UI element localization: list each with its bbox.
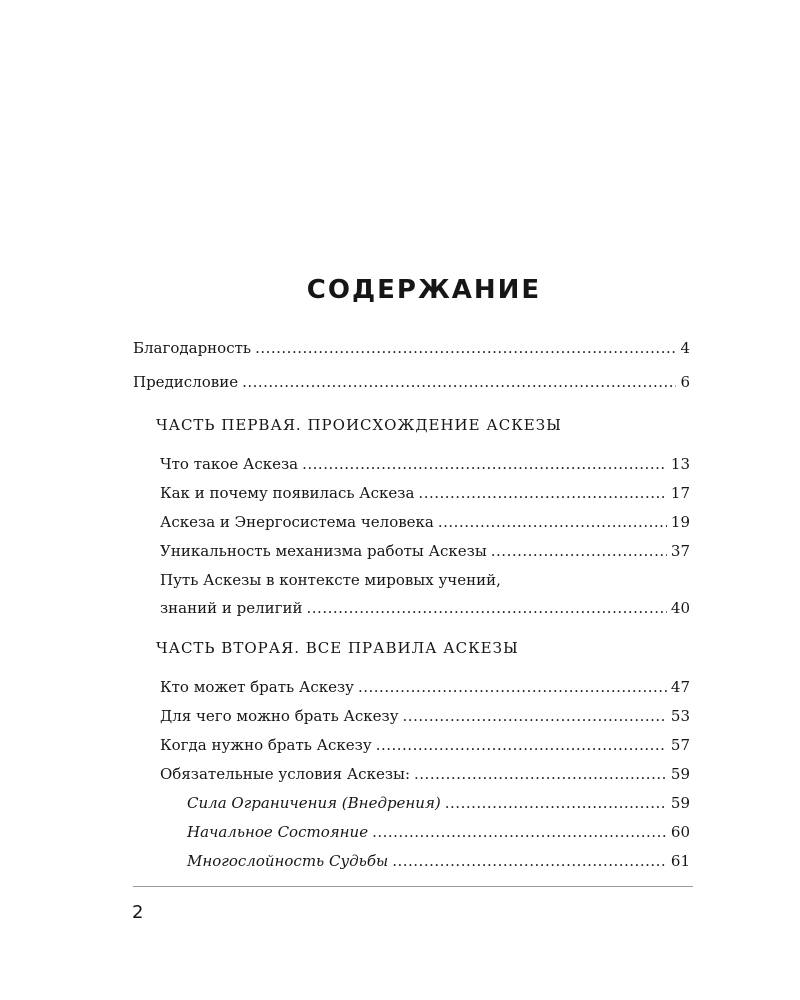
toc-entry-page: 59	[670, 765, 690, 783]
toc-entry[interactable]	[160, 677, 690, 697]
dot-leader	[403, 706, 667, 726]
toc-entry-acknowledgements[interactable]	[133, 338, 690, 358]
toc-entry-label: Для чего можно брать Аскезу	[160, 707, 399, 725]
toc-entry-page: 13	[670, 455, 690, 473]
toc-entry-page: 4	[680, 339, 690, 357]
footer-divider	[133, 886, 693, 887]
toc-entry-label: Обязательные условия Аскезы:	[160, 765, 411, 783]
toc-entry-label: Начальное Состояние	[187, 823, 369, 841]
toc-entry-label: Когда нужно брать Аскезу	[160, 736, 372, 754]
toc-entry[interactable]	[160, 735, 690, 755]
dot-leader	[418, 483, 666, 503]
toc-entry-label: Что такое Аскеза	[160, 455, 299, 473]
dot-leader	[372, 822, 667, 842]
dot-leader	[445, 793, 667, 813]
section-heading-part-one: ЧАСТЬ ПЕРВАЯ. ПРОИСХОЖДЕНИЕ АСКЕЗЫ	[156, 416, 562, 434]
dot-leader	[302, 454, 667, 474]
toc-entry[interactable]	[160, 706, 690, 726]
toc-entry[interactable]	[160, 512, 690, 532]
toc-entry-label: Уникальность механизма работы Аскезы	[160, 542, 487, 560]
dot-leader	[392, 851, 667, 871]
toc-entry[interactable]	[160, 483, 690, 503]
toc-entry-preface[interactable]	[133, 372, 690, 392]
toc-entry-label: Кто может брать Аскезу	[160, 678, 354, 696]
toc-entry-label: Благодарность	[133, 339, 252, 357]
dot-leader	[438, 512, 667, 532]
page-title: СОДЕРЖАНИЕ	[306, 275, 542, 305]
section-heading-part-two: ЧАСТЬ ВТОРАЯ. ВСЕ ПРАВИЛА АСКЕЗЫ	[156, 639, 519, 657]
toc-entry[interactable]	[160, 764, 690, 784]
toc-entry-label: Аскеза и Энергосистема человека	[160, 513, 434, 531]
toc-entry-page: 57	[670, 736, 690, 754]
toc-entry-label-line1[interactable]: Путь Аскезы в контексте мировых учений,	[160, 571, 501, 589]
toc-subentry[interactable]	[187, 822, 690, 842]
toc-entry-page: 19	[670, 513, 690, 531]
toc-entry-page: 17	[670, 484, 690, 502]
dot-leader	[255, 338, 676, 358]
toc-subentry[interactable]	[187, 851, 690, 871]
toc-entry-page: 6	[680, 373, 690, 391]
toc-entry-page: 40	[670, 599, 690, 617]
dot-leader	[376, 735, 667, 755]
toc-entry-page: 37	[670, 542, 690, 560]
toc-subentry[interactable]	[187, 793, 690, 813]
toc-entry-page: 53	[670, 707, 690, 725]
page-number: 2	[132, 902, 144, 923]
toc-entry-label: Предисловие	[133, 373, 239, 391]
toc-entry-label: Сила Ограничения (Внедрения)	[187, 794, 441, 812]
dot-leader	[242, 372, 676, 392]
dot-leader	[358, 677, 667, 697]
dot-leader	[491, 541, 667, 561]
toc-entry[interactable]	[160, 454, 690, 474]
toc-entry-label: знаний и религий	[160, 599, 303, 617]
toc-entry[interactable]	[160, 598, 690, 618]
toc-entry-label: Как и почему появилась Аскеза	[160, 484, 415, 502]
toc-entry-label: Многослойность Судьбы	[187, 852, 389, 870]
toc-entry-page: 60	[670, 823, 690, 841]
toc-entry-page: 61	[670, 852, 690, 870]
dot-leader	[414, 764, 667, 784]
toc-entry-page: 59	[670, 794, 690, 812]
toc-entry[interactable]	[160, 541, 690, 561]
dot-leader	[307, 598, 667, 618]
toc-entry-page: 47	[670, 678, 690, 696]
